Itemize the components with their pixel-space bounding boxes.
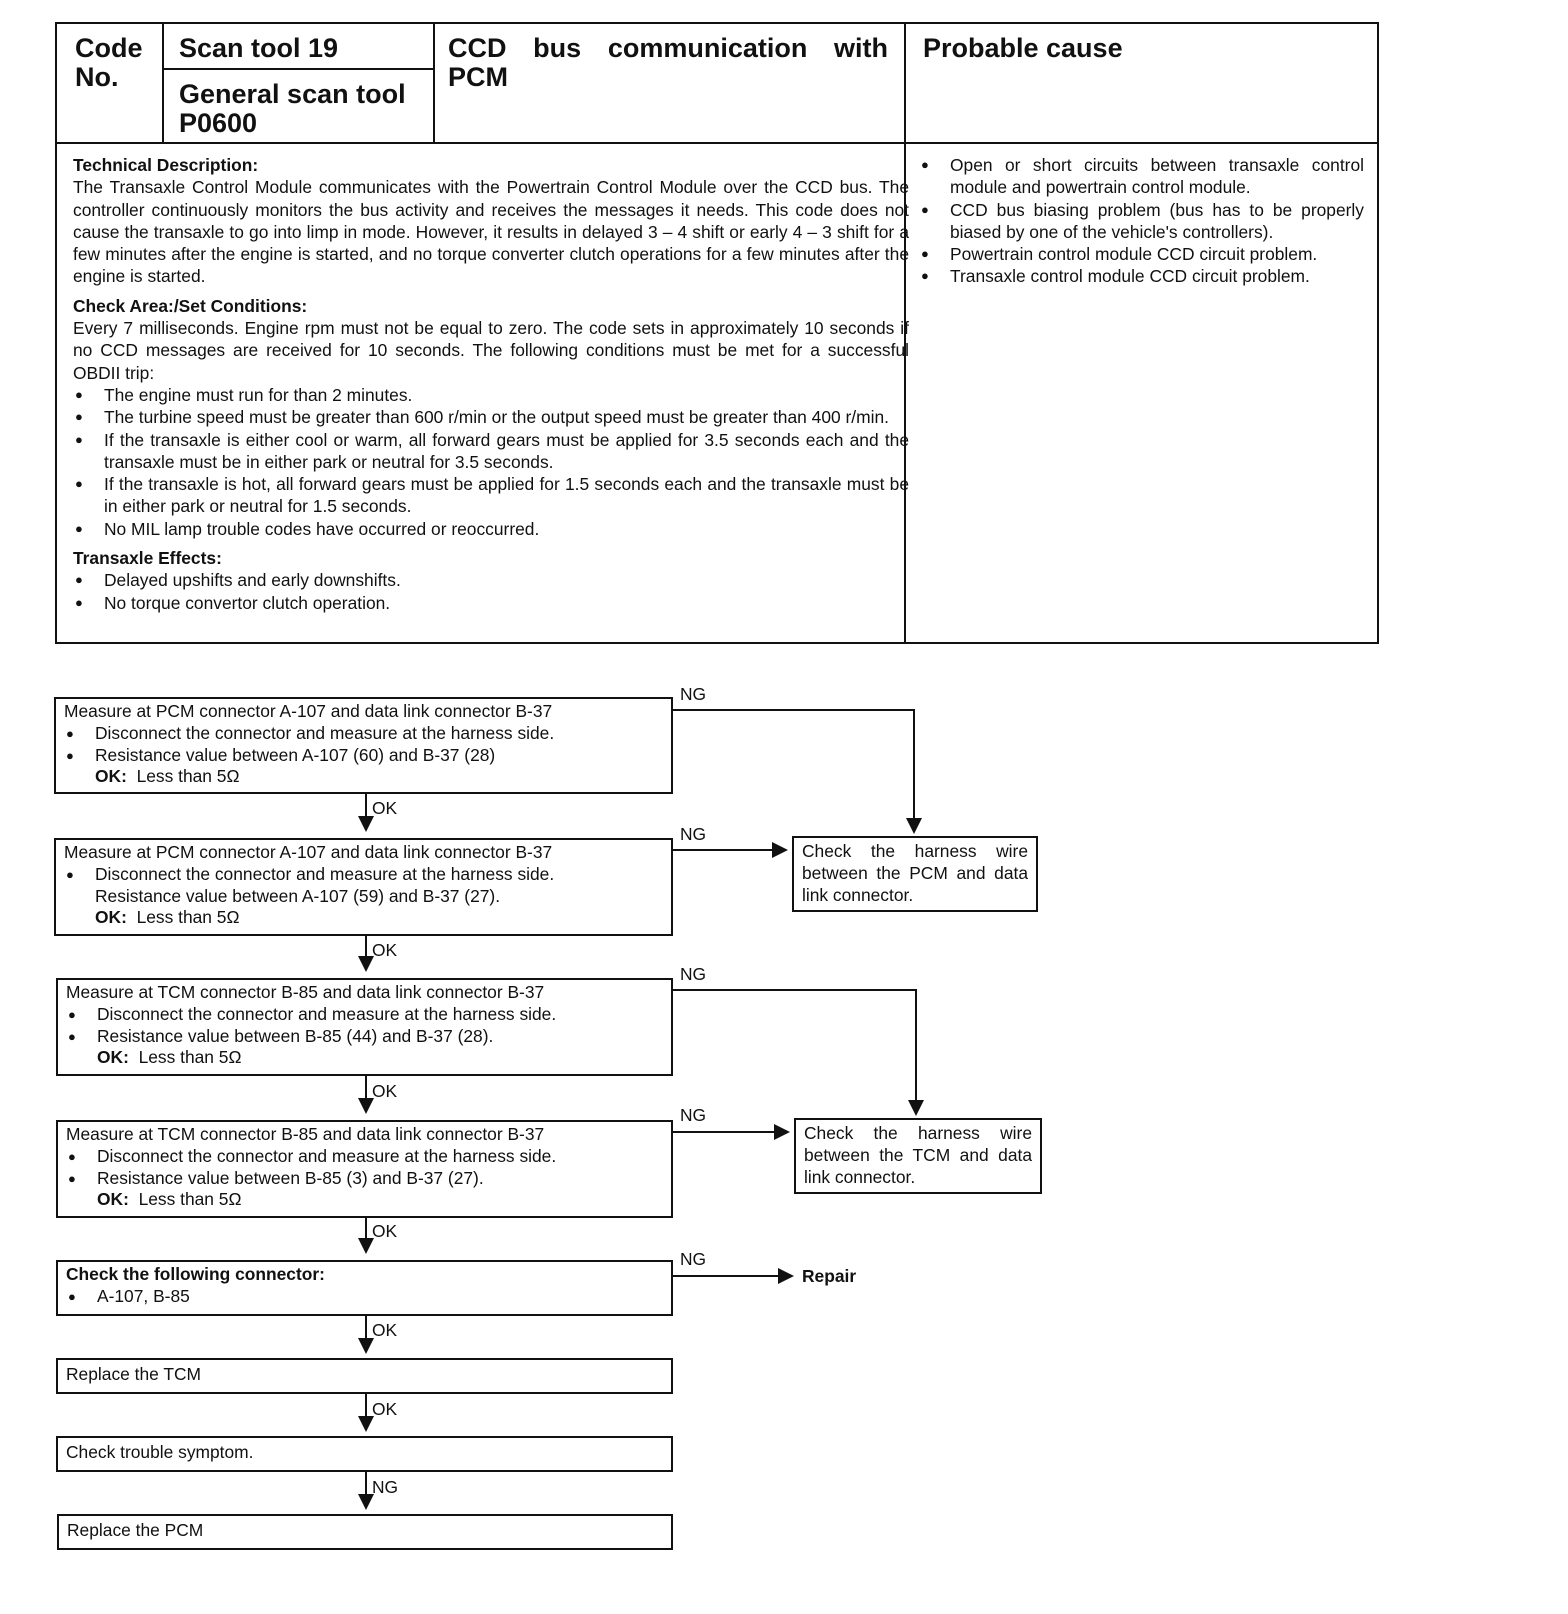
ok-label: OK: bbox=[97, 1047, 129, 1068]
step-5-box bbox=[56, 1260, 673, 1316]
list-item: ● No MIL lamp trouble codes have occurred or reoccurred. bbox=[73, 518, 909, 540]
ng-label: NG bbox=[680, 684, 707, 704]
ok-label: OK bbox=[372, 1221, 398, 1241]
step-4-box bbox=[56, 1120, 673, 1218]
step-1-box bbox=[54, 697, 673, 794]
transaxle-effects-heading: Transaxle Effects: bbox=[73, 548, 222, 569]
ok-label: OK bbox=[372, 1320, 398, 1340]
step-title: Measure at TCM connector B-85 and data link connector B-37 bbox=[66, 982, 545, 1002]
ok-criterion bbox=[64, 907, 663, 929]
step-title: Measure at PCM connector A-107 and data link connector B-37 bbox=[64, 842, 553, 862]
replace-pcm-box bbox=[57, 1514, 673, 1550]
list-item: ● Resistance value between B-85 (44) and B-37 (28). bbox=[66, 1026, 663, 1048]
list-item: ● Disconnect the connector and measure at the harness side. bbox=[64, 723, 663, 745]
ok-label: OK bbox=[372, 940, 398, 960]
list-item: ● Resistance value between A-107 (60) and B-37 (28) bbox=[64, 745, 663, 767]
ok-criterion bbox=[66, 1189, 663, 1211]
technical-description-text: The Transaxle Control Module communicates with the Powertrain Control Module over the CCD bus. The controller continuously monitors the bus activity and receives the messages it needs. This code does not cause the transaxle to go into limp in mode. However, it results in delayed 3 – 4 shift or early 4 – 3 shift for a few minutes after the engine is started, and no torque converter clutch operations for a few minutes after the engine is started. bbox=[73, 177, 909, 287]
check-area-text: Every 7 milliseconds. Engine rpm must not be equal to zero. The code sets in approximately 10 seconds if no CCD messages are received for 10 seconds. The following conditions must be met for a successful OBDII trip: bbox=[73, 318, 909, 383]
ok-label: OK bbox=[372, 1081, 398, 1101]
ok-label: OK: bbox=[95, 766, 127, 787]
ng-label: NG bbox=[680, 1249, 707, 1269]
step-title: Measure at TCM connector B-85 and data link connector B-37 bbox=[66, 1124, 545, 1144]
list-item: ● A-107, B-85 bbox=[66, 1286, 663, 1308]
replace-tcm-box bbox=[56, 1358, 673, 1394]
general-scan-tool-code: General scan tool P0600 bbox=[179, 79, 406, 138]
step-3-box bbox=[56, 978, 673, 1076]
ok-value: Less than 5Ω bbox=[136, 907, 240, 928]
step-title: Replace the PCM bbox=[67, 1520, 204, 1540]
check-harness-tcm-box: Check the harness wire between the TCM and data link connector. bbox=[794, 1118, 1042, 1194]
check-trouble-symptom-box bbox=[56, 1436, 673, 1472]
ok-criterion bbox=[66, 1047, 663, 1069]
ng-connector bbox=[672, 990, 916, 1114]
ng-label: NG bbox=[680, 1105, 707, 1125]
ok-value: Less than 5Ω bbox=[138, 1047, 242, 1068]
list-item: ● Delayed upshifts and early downshifts. bbox=[73, 569, 909, 591]
check-harness-pcm-box: Check the harness wire between the PCM and data link connector. bbox=[792, 836, 1038, 912]
ok-value: Less than 5Ω bbox=[136, 766, 240, 787]
ok-label: OK: bbox=[97, 1189, 129, 1210]
step-title: Measure at PCM connector A-107 and data link connector B-37 bbox=[64, 701, 553, 721]
repair-outcome: Repair bbox=[802, 1266, 857, 1286]
list-item: ● Disconnect the connector and measure at the harness side. bbox=[64, 864, 663, 886]
ng-label: NG bbox=[372, 1477, 399, 1497]
ng-label: NG bbox=[680, 964, 707, 984]
list-item: ● Powertrain control module CCD circuit problem. bbox=[919, 243, 1364, 265]
code-no-header: Code No. bbox=[75, 33, 143, 92]
list-item: ● Resistance value between B-85 (3) and B-37 (27). bbox=[66, 1168, 663, 1190]
list-item: ● No torque convertor clutch operation. bbox=[73, 592, 909, 614]
list-item: ● Open or short circuits between transaxle control module and powertrain control module. bbox=[919, 154, 1364, 199]
list-item: ● If the transaxle is hot, all forward gears must be applied for 1.5 seconds each and the transaxle must be in either park or neutral for 1.5 seconds. bbox=[73, 473, 909, 518]
ng-connector bbox=[672, 710, 914, 832]
ng-label: NG bbox=[680, 824, 707, 844]
list-item: ● The turbine speed must be greater than 600 r/min or the output speed must be greater than 400 r/min. bbox=[73, 406, 909, 428]
dtc-title-line2: PCM bbox=[448, 62, 508, 92]
probable-cause-header: Probable cause bbox=[923, 33, 1123, 63]
list-item: ● CCD bus biasing problem (bus has to be properly biased by one of the vehicle's controllers). bbox=[919, 199, 1364, 244]
ok-label: OK bbox=[372, 798, 398, 818]
ok-label: OK: bbox=[95, 907, 127, 928]
step-title: Check the following connector: bbox=[66, 1264, 325, 1284]
step-title: Replace the TCM bbox=[66, 1364, 201, 1384]
step-2-box bbox=[54, 838, 673, 936]
list-item: ● If the transaxle is either cool or warm, all forward gears must be applied for 3.5 seconds each and the transaxle must be in either park or neutral for 3.5 seconds. bbox=[73, 429, 909, 474]
list-item: ● The engine must run for than 2 minutes. bbox=[73, 384, 909, 406]
scan-tool-19-header: Scan tool 19 bbox=[179, 33, 339, 63]
ok-label: OK bbox=[372, 1399, 398, 1419]
list-item: ● Disconnect the connector and measure at the harness side. bbox=[66, 1004, 663, 1026]
list-item: ● Transaxle control module CCD circuit problem. bbox=[919, 265, 1364, 287]
step-title: Check trouble symptom. bbox=[66, 1442, 254, 1462]
check-area-heading: Check Area:/Set Conditions: bbox=[73, 295, 308, 316]
ok-value: Less than 5Ω bbox=[138, 1189, 242, 1210]
step-detail: Resistance value between A-107 (59) and B-37 (27). bbox=[95, 885, 501, 906]
technical-description-heading: Technical Description: bbox=[73, 155, 259, 175]
dtc-title: CCD bus communication with bbox=[448, 33, 888, 63]
ok-criterion bbox=[64, 766, 663, 788]
list-item: ● Disconnect the connector and measure at the harness side. bbox=[66, 1146, 663, 1168]
